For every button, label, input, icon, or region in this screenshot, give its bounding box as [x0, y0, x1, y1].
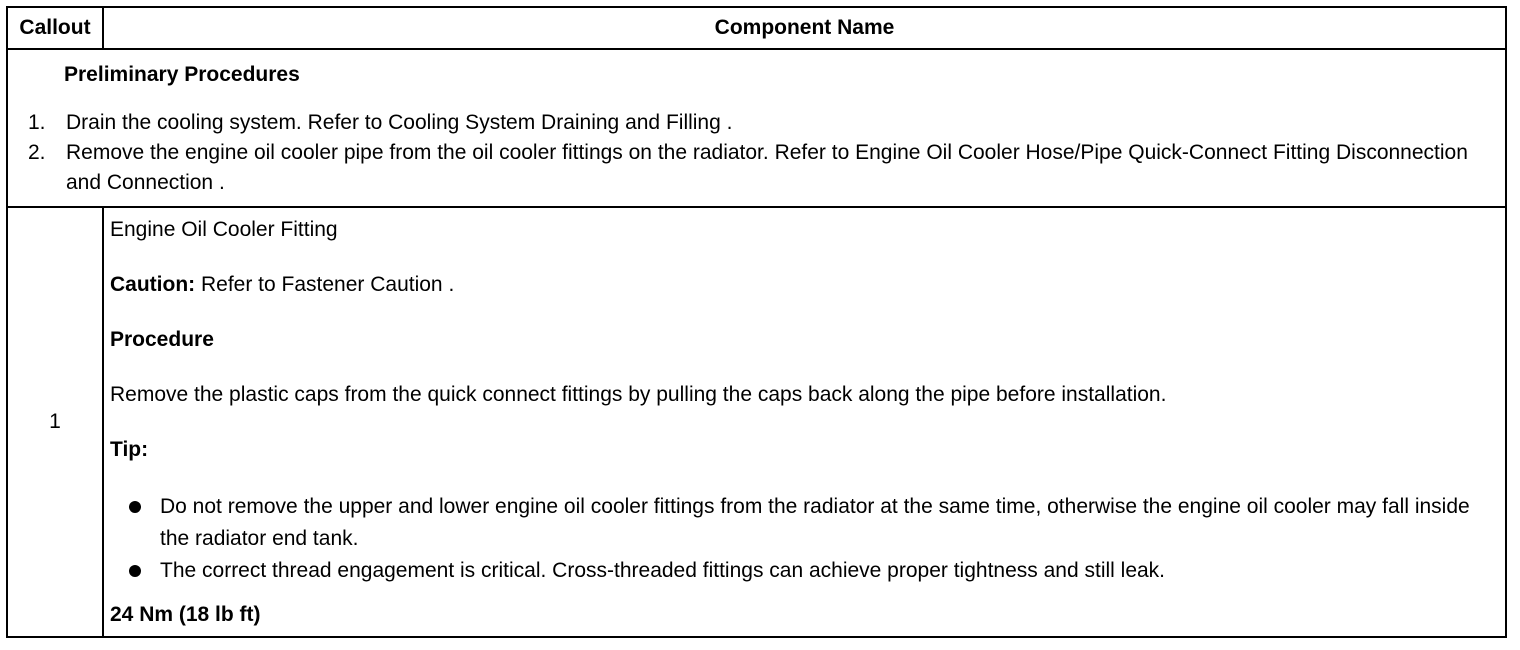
header-callout: Callout	[7, 7, 103, 49]
component-name: Engine Oil Cooler Fitting	[110, 218, 338, 241]
list-item	[26, 108, 1495, 138]
procedure-text: Remove the plastic caps from the quick connect fittings by pulling the caps back along the pipe before installation.	[110, 383, 1167, 406]
step-text: Drain the cooling system. Refer to Cooling System Draining and Filling .	[66, 111, 733, 134]
table-row	[7, 207, 1506, 637]
tip-list	[110, 491, 1495, 587]
list-item	[110, 555, 1495, 587]
tip-text: Do not remove the upper and lower engine oil cooler fittings from the radiator at the same time, otherwise the engine oil cooler may fall inside the radiator end tank.	[160, 495, 1470, 550]
tip-text: The correct thread engagement is critical. Cross-threaded fittings can achieve proper tightness and still leak.	[160, 559, 1166, 582]
procedure-label: Procedure	[110, 328, 214, 351]
preliminary-steps	[26, 108, 1495, 198]
header-component-name: Component Name	[103, 7, 1506, 49]
step-number: 2.	[28, 141, 46, 164]
component-detail-cell	[103, 207, 1506, 637]
torque-spec: 24 Nm (18 lb ft)	[110, 603, 261, 626]
step-number: 1.	[28, 111, 46, 134]
step-text: Remove the engine oil cooler pipe from the oil cooler fittings on the radiator. Refer to Engine Oil Cooler Hose/Pipe Quick-Connect Fitting Disconnection and Connection .	[66, 141, 1468, 194]
tip-label: Tip:	[110, 438, 149, 461]
preliminary-cell	[7, 49, 1506, 207]
bullet-icon	[110, 491, 160, 555]
procedure-table	[6, 6, 1507, 638]
preliminary-row	[7, 49, 1506, 207]
list-item	[110, 491, 1495, 555]
caution-paragraph	[110, 271, 1495, 298]
table-header-row	[7, 7, 1506, 49]
caution-text: Refer to Fastener Caution .	[195, 273, 455, 296]
bullet-icon	[110, 555, 160, 587]
callout-number: 1	[7, 207, 103, 637]
caution-label: Caution:	[110, 273, 196, 296]
preliminary-title: Preliminary Procedures	[64, 63, 300, 86]
list-item	[26, 138, 1495, 198]
